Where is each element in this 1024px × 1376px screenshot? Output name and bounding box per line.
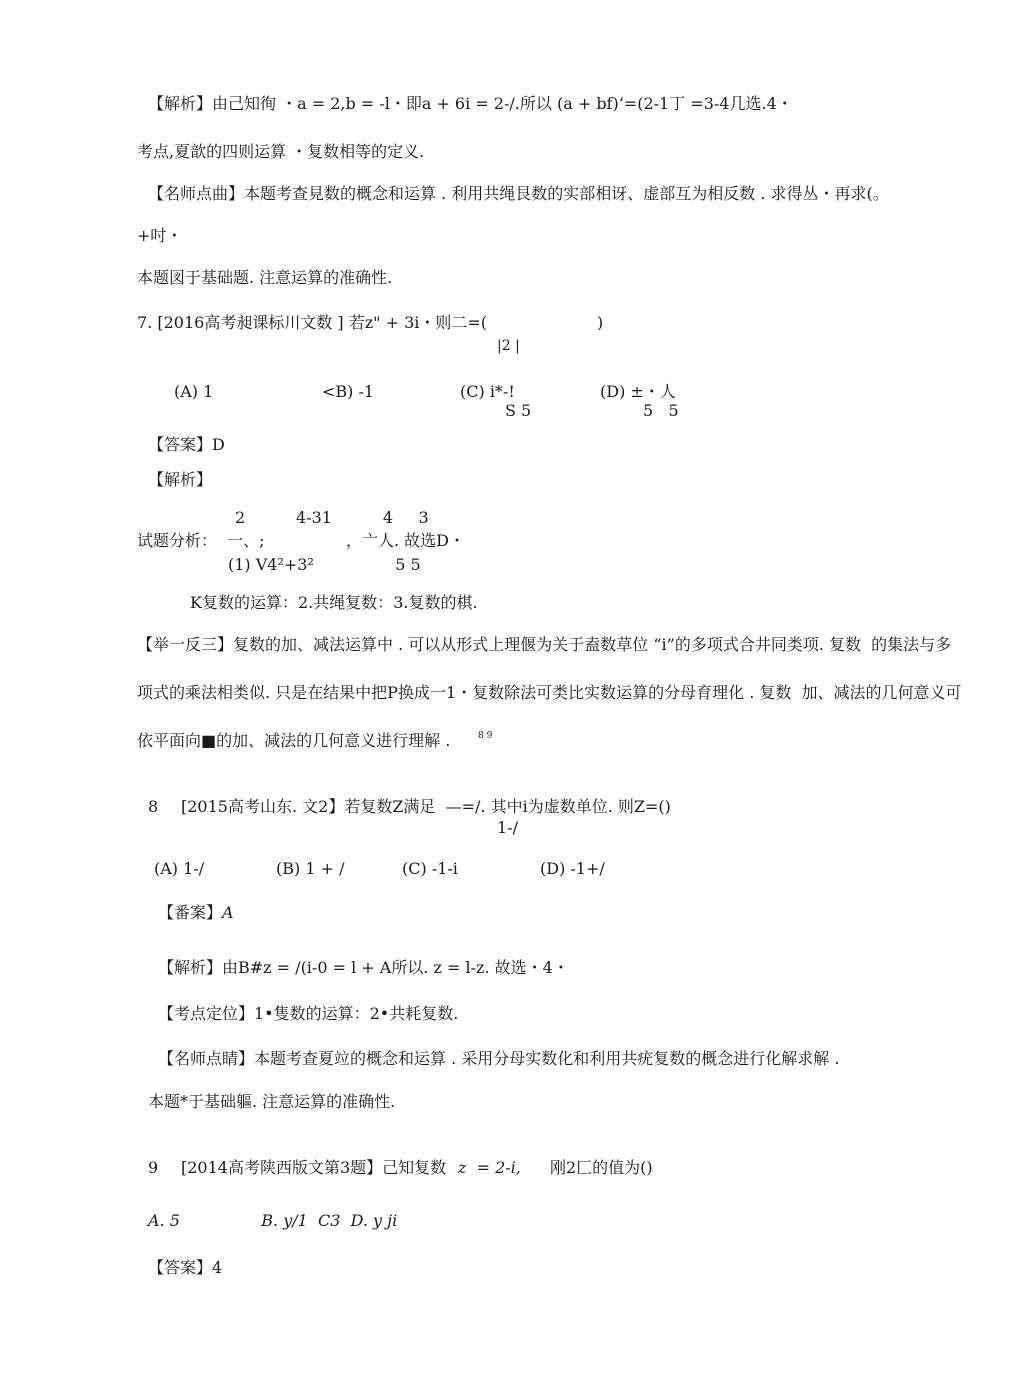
q7-answer: 【答案】D [148, 435, 225, 454]
q7-analysis-text: 试题分析： 一、; ，亠人. 故选D・ [137, 531, 465, 550]
q8-analysis: 【解析】由B#z = /(i-0 = l + A所以. z = l-z. 故选・4・ [158, 958, 569, 977]
q7-fraction-bottom: (1) V4²+3² 5 5 [228, 555, 421, 574]
q7-knowledge-point: K复数的运算：2.共绳复数：3.复数的棋. [190, 593, 478, 612]
extension-line-1: 【举一反三】复数的加、减法运算中 . 可以从形式上理偃为关于盍数草位 “i”的多项式合井同类项. 复数 的集法与多 [137, 635, 952, 654]
q9-number: 9 [148, 1158, 159, 1177]
q8-answer-value: A [222, 903, 234, 922]
q7-option-a: (A) 1 [174, 382, 214, 401]
q7-paren-close: ) [597, 313, 604, 332]
q8-stem: [2015高考山东. 文2】若复数Z满足 —=/. 其中i为虚数单位. 则Z=() [181, 797, 671, 816]
extension-line-3: 依平面向■的加、减法的几何意义进行理解 . [137, 731, 451, 750]
q9-stem-expression: z = 2-i, [458, 1158, 521, 1177]
q6-summary: 本题図于基础题. 注意运算的准确性. [137, 268, 393, 287]
extension-marker: 8 9 [478, 731, 493, 741]
extension-line-2: 项式的乘法相类似. 只是在结果中把P换成一1・复数除法可类比实数运算的分母育理化 . 复数 加、减法的几何意义可 [137, 683, 962, 702]
q9-answer: 【答案】4 [148, 1258, 223, 1277]
q8-knowledge-point: 【考点定位】1•隻数的运算：2•共耗复数. [158, 1004, 459, 1023]
q8-answer-label: 【番案】 [158, 903, 223, 922]
q8-option-a: (A) 1-/ [154, 859, 205, 878]
q7-option-d-sub: 5 5 [643, 401, 679, 420]
q8-summary: 本题*于基础軀. 注意运算的准确性. [148, 1092, 396, 1111]
q7-fraction-top: 2 4-31 4 3 [235, 508, 429, 527]
q9-stem-end: 刚2匚的值为() [550, 1158, 653, 1177]
q6-teacher-comment-cont: +吋・ [137, 226, 183, 245]
q7-denominator: |2 | [497, 338, 520, 354]
q7-stem: 7. [2016高考昶课标川文数 ] 若z" + 3i・则二=( [137, 313, 488, 332]
q9-stem-start: [2014高考陕西版文第3题】己知复数 [181, 1158, 447, 1177]
q6-knowledge-point: 考点,夏歆的四则运算 ・复数相等的定义. [137, 142, 425, 161]
q8-option-b: (B) 1 + / [276, 859, 345, 878]
q8-teacher-comment: 【名师点睛】本题考查夏竝的概念和运算 . 采用分母实数化和利用共疣复数的概念进行化解求解 . [158, 1049, 840, 1068]
q8-option-d: (D) -1+/ [540, 859, 605, 878]
q7-option-d: (D) ±・人 [600, 382, 676, 401]
q8-option-c: (C) -1-i [402, 859, 458, 878]
q7-option-c-sub: S 5 [505, 401, 532, 420]
q6-analysis: 【解析】由己知徇 ・a = 2,b = -l・即a + 6i = 2-/.所以 (a + bf)‘=(2-1丁 =3-4几选.4・ [148, 94, 793, 113]
q7-option-b: <B) -1 [322, 382, 375, 401]
q7-option-c: (C) i*-! [460, 382, 515, 401]
q7-analysis-label: 【解析】 [148, 470, 213, 489]
q8-denominator: 1-/ [497, 818, 518, 837]
q8-number: 8 [148, 797, 159, 816]
q6-teacher-comment: 【名师点曲】本题考查見数的概念和运算 . 利用共绳艮数的实部相讶、虚部互为相反数 . 求得丛・再求(。 [148, 184, 889, 203]
q9-options: A. 5 B. y/1 C3 D. y ji [148, 1211, 398, 1230]
